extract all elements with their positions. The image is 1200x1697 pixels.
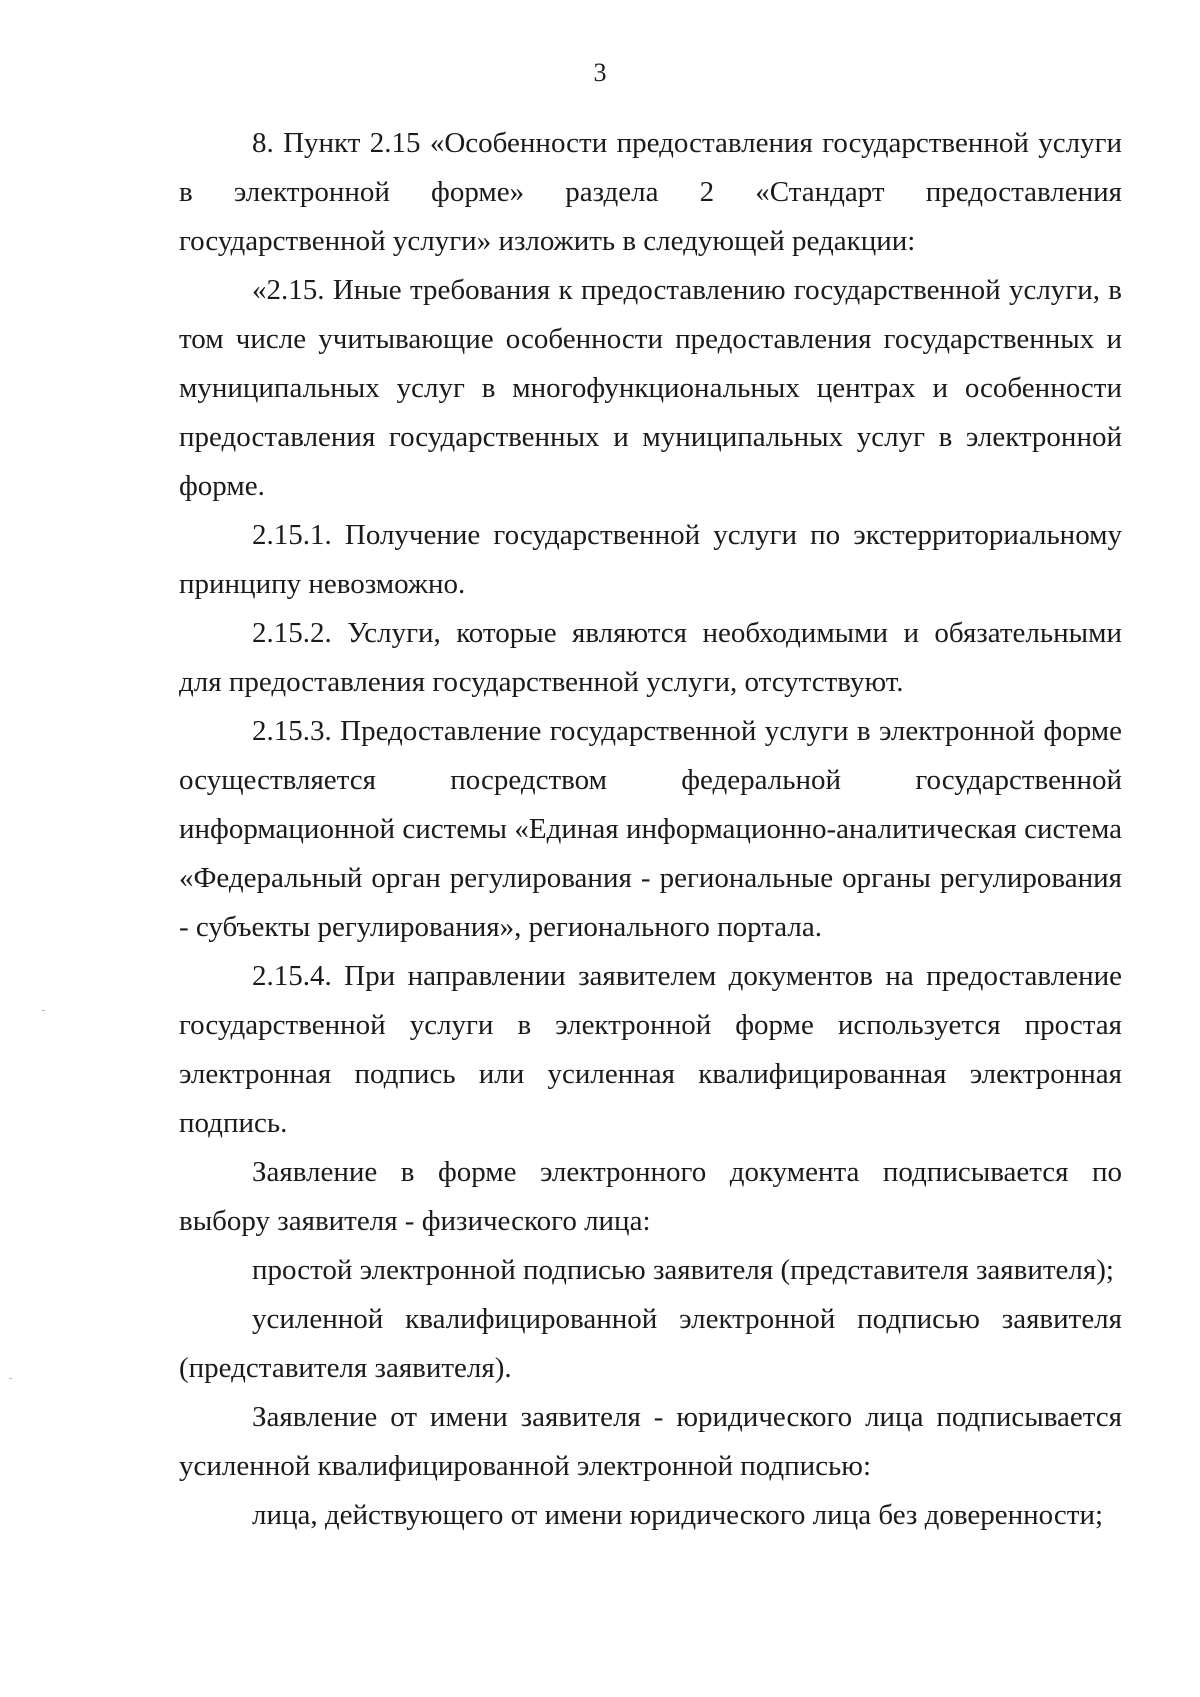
paragraph-item-8: 8. Пункт 2.15 «Особенности предоставления государственной услуги в электронной форме» раздела 2 «Стандарт предоставления государственной услуги» изложить в следующей редакции:	[179, 127, 1122, 257]
scan-artifact	[42, 1010, 45, 1011]
document-body	[179, 119, 1122, 1540]
paragraph-2-15-2: 2.15.2. Услуги, которые являются необходимыми и обязательными для предоставления государственной услуги, отсутствуют.	[179, 617, 1122, 698]
scan-artifact	[9, 1378, 12, 1379]
paragraph-2-15-3: 2.15.3. Предоставление государственной услуги в электронной форме осуществляется посредством федеральной государственной информационной системы «Единая информационно-аналитическая система «Федеральный орган регулирования - региональные органы регулирования - субъекты регулирования», регионального портала.	[179, 715, 1122, 943]
paragraph-2-15-4: 2.15.4. При направлении заявителем документов на предоставление государственной услуги в электронной форме используется простая электронная подпись или усиленная квалифицированная электронная подпись.	[179, 960, 1122, 1139]
paragraph-2-15-1: 2.15.1. Получение государственной услуги по экстерриториальному принципу невозможно.	[179, 519, 1122, 600]
list-item-simple-signature: простой электронной подписью заявителя (представителя заявителя);	[252, 1254, 1114, 1286]
page-number: 3	[593, 58, 607, 87]
paragraph-2-15: «2.15. Иные требования к предоставлению государственной услуги, в том числе учитывающие особенности предоставления государственных и муниципальных услуг в многофункциональных центрах и особенности предоставления государственных и муниципальных услуг в электронной форме.	[179, 274, 1122, 502]
list-item-without-power-of-attorney: лица, действующего от имени юридического лица без доверенности;	[252, 1499, 1104, 1531]
paragraph-individual-signature: Заявление в форме электронного документа подписывается по выбору заявителя - физического лица:	[179, 1156, 1122, 1237]
list-item-qualified-signature: усиленной квалифицированной электронной подписью заявителя (представителя заявителя).	[179, 1303, 1122, 1384]
paragraph-legal-entity-signature: Заявление от имени заявителя - юридического лица подписывается усиленной квалифицированной электронной подписью:	[179, 1401, 1122, 1482]
